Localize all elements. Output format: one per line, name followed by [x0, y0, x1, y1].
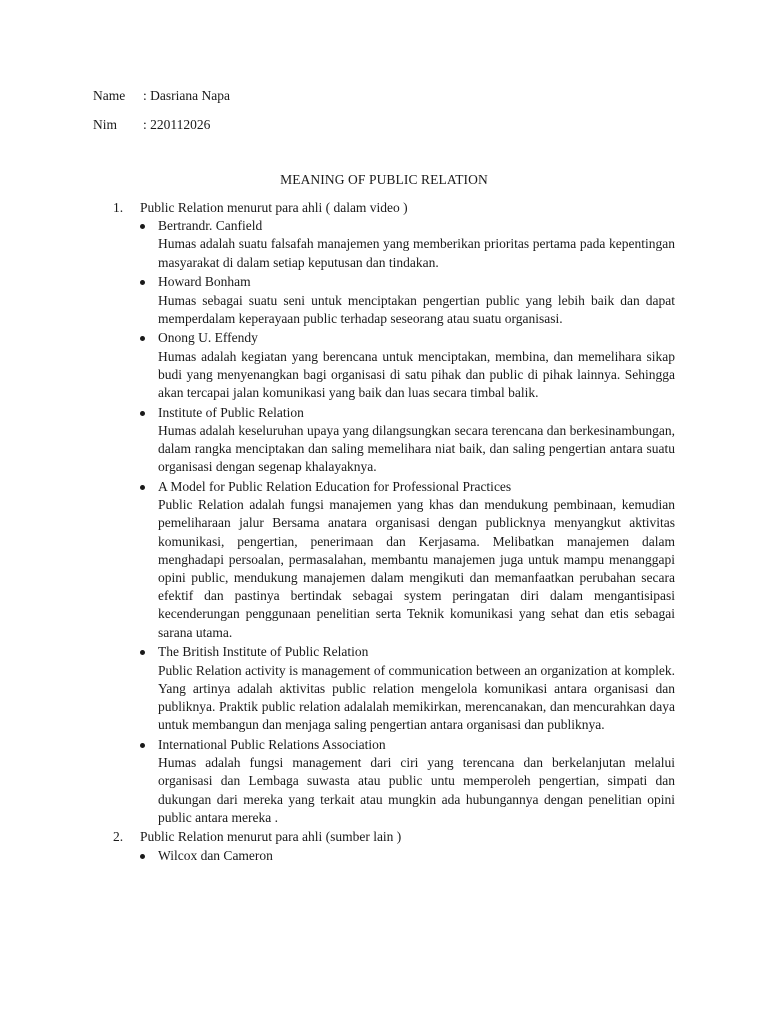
item-description: Humas sebagai suatu seni untuk menciptakan pengertian public yang lebih baik dan dapat memperdalam keperayaan public terhadap seseorang atau suatu organisasi.	[158, 292, 675, 326]
item-heading: Bertrandr. Canfield	[158, 218, 263, 234]
list-item	[140, 478, 675, 642]
nim-row	[93, 116, 210, 134]
item-description: Humas adalah fungsi management dari ciri yang terencana dan berkelanjutan melalui organisasi dan Lembaga suwasta atau public untu memperoleh pengertian, simpati dan dukungan dari mereka yang terkait atau mungkin ada hubungannya dengan penelitian opini public antara mereka .	[158, 755, 675, 825]
name-row	[93, 87, 230, 105]
item-heading: International Public Relations Association	[158, 736, 386, 752]
item-heading: Onong U. Effendy	[158, 330, 258, 346]
name-value: : Dasriana Napa	[143, 88, 230, 103]
list-item	[140, 736, 675, 827]
section-heading: Public Relation menurut para ahli (sumber lain )	[140, 829, 402, 845]
bullet-icon	[140, 854, 145, 859]
item-description: Public Relation activity is management of communication between an organization at komplek. Yang artinya adalah aktivitas public relation mengelola komunikasi antara organisasi dan publiknya. Praktik public relation adalalah memikirkan, merencanakan, dan mencurahkan daya untuk membangun dan menjaga saling pengertian antara organisasi dan publiknya.	[158, 662, 675, 733]
list-item	[140, 217, 675, 272]
list-item	[140, 273, 675, 328]
bullet-icon	[140, 336, 145, 341]
item-description: Humas adalah suatu falsafah manajemen yang memberikan prioritas pertama pada kepentingan masyarakat di dalam setiap keputusan dan tindakan.	[158, 236, 675, 270]
list-item	[140, 329, 675, 402]
document-body	[113, 199, 675, 866]
item-heading: Wilcox dan Cameron	[158, 847, 273, 863]
numbered-section-1	[113, 199, 675, 827]
item-heading: A Model for Public Relation Education for Professional Practices	[158, 479, 512, 495]
bullet-icon	[140, 650, 145, 655]
bullet-list	[140, 217, 675, 827]
list-item	[140, 404, 675, 477]
item-heading: The British Institute of Public Relation	[158, 644, 369, 660]
bullet-icon	[140, 280, 145, 285]
bullet-list	[140, 847, 675, 865]
list-item	[140, 643, 675, 734]
item-heading: Howard Bonham	[158, 274, 251, 290]
document-title: MEANING OF PUBLIC RELATION	[280, 172, 488, 187]
numbered-section-2	[113, 828, 675, 864]
nim-value: : 220112026	[143, 117, 211, 132]
section-number: 1.	[113, 200, 124, 215]
item-description: Public Relation adalah fungsi manajemen yang khas dan mendukung pembinaan, kemudian pemeliharaan jalur Bersama anatara organisasi dengan publicknya menyangkut aktivitas komunikasi, pengertian, penerimaan dan Kerjasama. Melibatkan manajemen dalam menghadapi persoalan, permasalahan, membantu manajemen juga untuk mampu menanggapi opini public, mendukung manajemen dalam mengikuti dan memanfaatkan perubahan secara efektif dan pastinya bertindak sebagai system peringatan diri dalam mengantisipasi kecenderungan penggunaan penelitian serta Teknik komunikasi yang sehat dan etis sebagai sarana utama.	[158, 497, 675, 640]
section-number: 2.	[113, 829, 124, 845]
section-heading: Public Relation menurut para ahli ( dalam video )	[140, 200, 408, 215]
name-label: Name	[93, 88, 126, 103]
item-description: Humas adalah kegiatan yang berencana untuk menciptakan, membina, dan memelihara sikap budi yang menyenangkan bagi organisasi di satu pihak dan public di pihak lainnya. Sehingga akan tercapai jalan komunikasi yang baik dan luas secara timbal balik.	[158, 348, 675, 401]
bullet-icon	[140, 485, 145, 490]
nim-label: Nim	[93, 117, 118, 132]
item-heading: Institute of Public Relation	[158, 404, 304, 420]
bullet-icon	[140, 411, 145, 416]
item-description: Humas adalah keseluruhan upaya yang dilangsungkan secara terencana dan berkesinambungan, dalam rangka menciptakan dan saling memelihara niat baik, dan saling pengertian antara suatu organisasi dengan segenap khalayaknya.	[158, 422, 675, 475]
list-item	[140, 847, 675, 865]
bullet-icon	[140, 224, 145, 229]
bullet-icon	[140, 743, 145, 748]
